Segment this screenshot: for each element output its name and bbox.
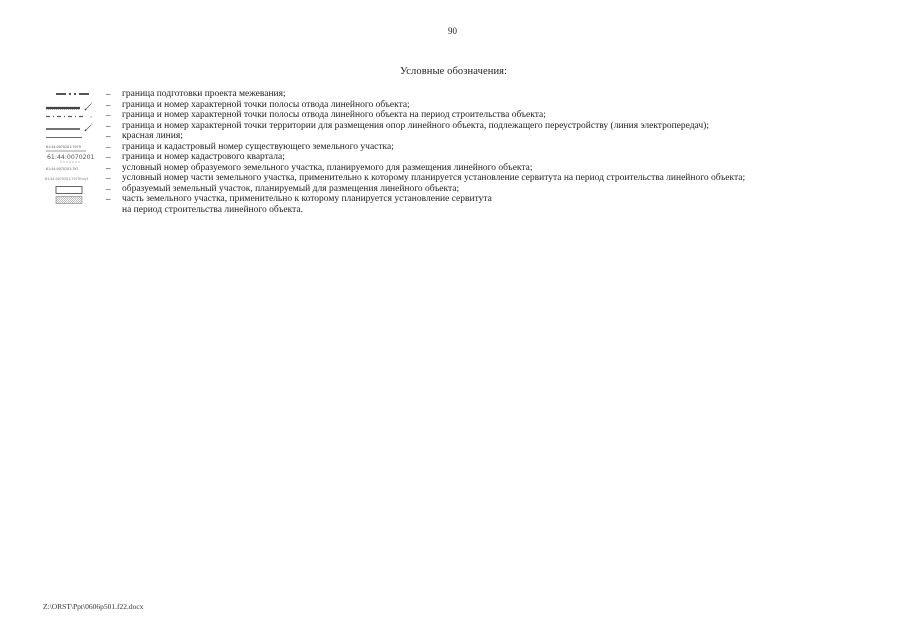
page-number: 90 [448,26,457,36]
cadastral-quarter-symbol [44,153,100,164]
symbol-label: 61:44:0070201:7979/чзу1 [45,177,89,181]
legend-dash: – [106,141,111,152]
legend-dash: – [106,131,111,141]
legend-item-text: граница и номер характерной точки полосы отвода линейного объекта на период строительства объекта; [122,110,546,120]
legend-dash: – [106,173,111,183]
legend-item-text: образуемый земельный участок, планируемый для размещения линейного объекта; [122,183,460,194]
legend-item-text-continuation: на период строительства линейного объекта. [122,204,303,215]
support-placement-boundary-symbol [44,122,100,133]
legend-item-text: часть земельного участка, применительно к которому планируется установление сервитута [122,194,492,204]
legend-dash: – [106,89,111,99]
symbol-label: 61:44:0070201 [47,154,95,161]
parcel-part-number-symbol [44,174,100,185]
legend-item-text: условный номер образуемого земельного участка, планируемого для размещения линейного объекта; [122,162,533,173]
legend-dash: – [106,152,111,162]
svg-text:3: 3 [91,121,93,126]
legend-dash: – [106,99,111,110]
legend-item-text: граница и номер кадастрового квартала; [122,152,285,162]
legend-item-text: граница подготовки проекта межевания; [122,89,286,99]
legend-dash: – [106,110,111,120]
symbol-label: 61:44:0070201:ЗУ1 [46,166,79,171]
legend-dash: – [106,194,111,204]
right-of-way-boundary-symbol [44,101,100,112]
cadastral-parcel-symbol [44,143,100,154]
symbol-label: 61:44:0070201:7979 [46,144,81,149]
svg-text:2: 2 [90,115,92,119]
file-path-footer: Z:\ORST\Ppt\0606p501.f22.docx [43,602,144,611]
survey-boundary-symbol [44,90,100,101]
red-line-symbol [44,132,100,143]
construction-right-of-way-symbol [44,111,100,122]
legend-dash: – [106,162,111,173]
easement-area-symbol [44,195,100,206]
legend-item-text: условный номер части земельного участка, применительно к которому планируется установление сервитута на период строительства линейного объекта; [122,173,746,183]
svg-text:1: 1 [91,100,93,105]
legend-item-text: красная линия; [122,131,183,141]
legend-item-text: граница и номер характерной точки территории для размещения опор линейного объекта, подлежащего переустройству (линия электропередач); [122,120,709,131]
legend-dash: – [106,183,111,194]
legend-item-text: граница и кадастровый номер существующего земельного участка; [122,141,394,152]
legend-item-text: граница и номер характерной точки полосы отвода линейного объекта; [122,99,410,110]
legend-title: Условные обозначения: [400,66,508,77]
legend-list [0,90,905,217]
legend-dash: – [106,120,111,131]
legend-item-continuation [0,206,905,217]
planned-parcel-number-symbol [44,164,100,175]
planned-parcel-area-symbol [44,185,100,196]
